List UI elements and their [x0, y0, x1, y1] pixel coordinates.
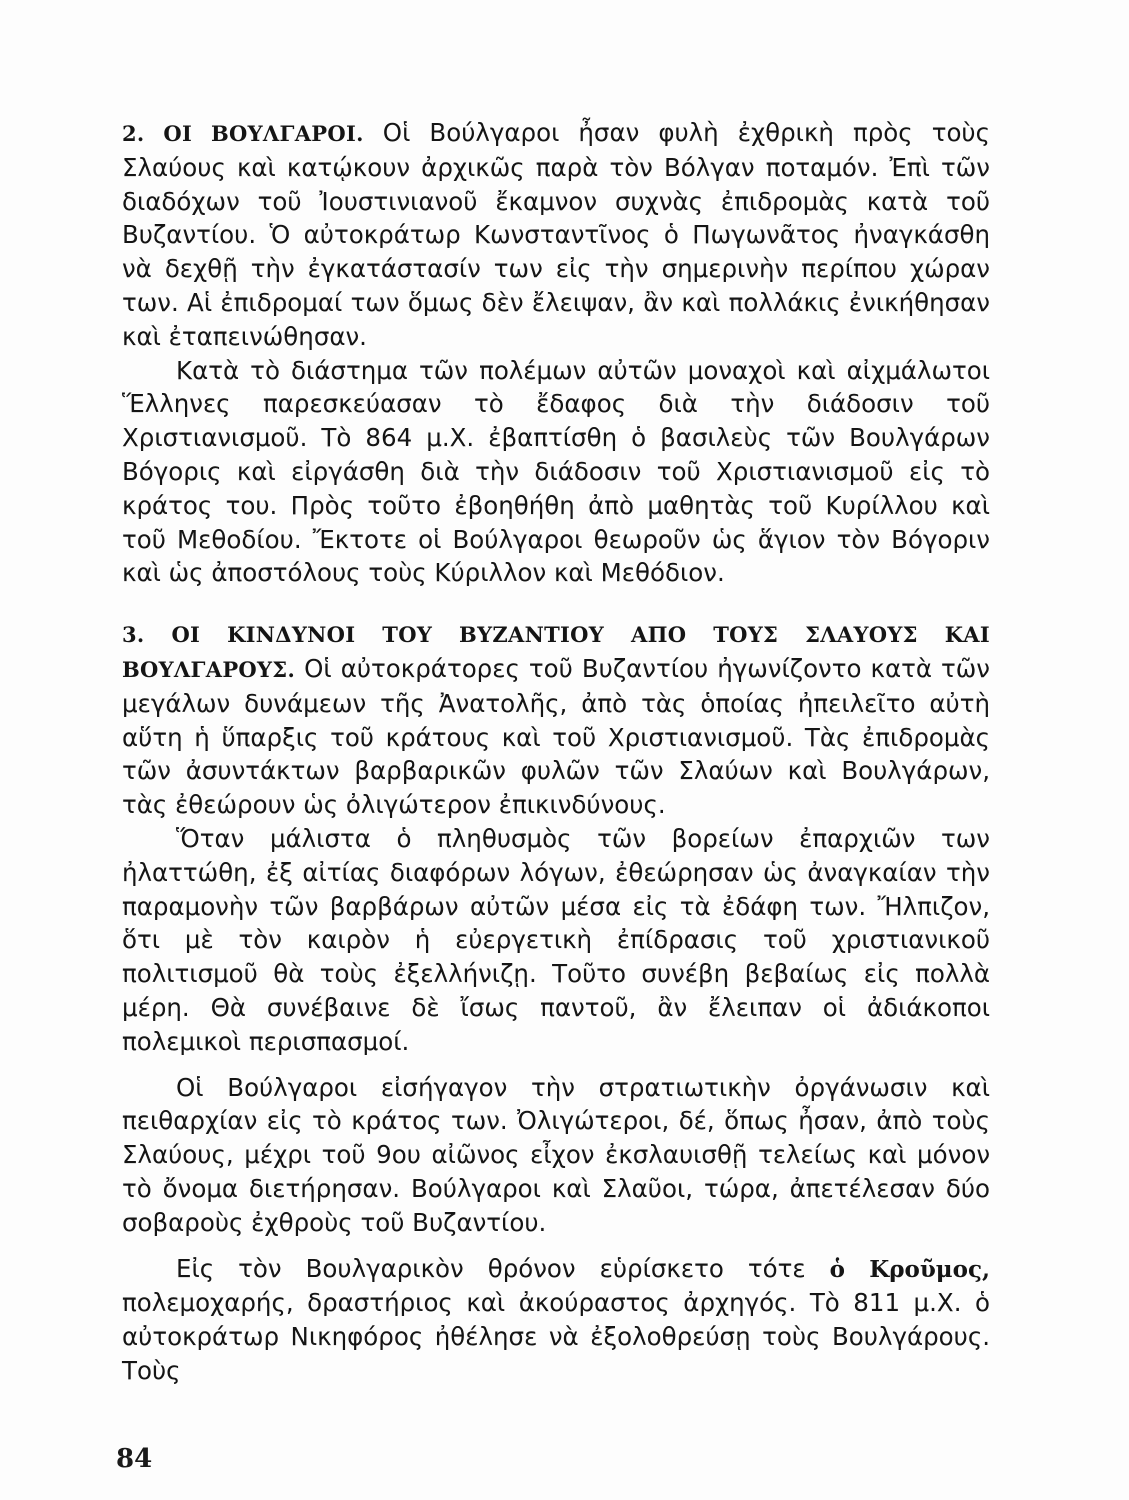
- page-body: [122, 116, 990, 1388]
- section-3-paragraph-2: [122, 822, 990, 1059]
- section-3-text-4a: Εἰς τὸν Βουλγαρικὸν θρόνον εὑρίσκετο τότε: [176, 1253, 806, 1283]
- section-3-text-2: Ὅταν μάλιστα ὁ πληθυσμὸς τῶν βορείων ἐπαρχιῶν των ἠλαττώθη, ἐξ αἰτίας διαφόρων λόγων, ἐθεώρησαν ὡς ἀναγκαίαν τὴν παραμονὴν τῶν βαρβάρων αὐτῶν μέσα εἰς τὰ ἐδάφη των. Ἤλπιζον, ὅτι μὲ τὸν καιρὸν ἡ εὐεργετικὴ ἐπίδρασις τοῦ χριστιανικοῦ πολιτισμοῦ θὰ τοὺς ἐξελλήνιζῃ. Τοῦτο συνέβη βεβαίως εἰς πολλὰ μέρη. Θὰ συνέβαινε δὲ ἴσως παντοῦ, ἂν ἔλειπαν οἱ ἀδιάκοποι πολεμικοὶ περισπασμοί.: [122, 823, 990, 1056]
- section-3-paragraph-1: [122, 617, 990, 822]
- section-2-heading: 2. ΟΙ ΒΟΥΛΓΑΡΟΙ.: [122, 121, 364, 146]
- section-3-text-1: Οἱ αὐτοκράτορες τοῦ Βυζαντίου ἠγωνίζοντο κατὰ τῶν μεγάλων δυνάμεων τῆς Ἀνατολῆς, ἀπὸ τὰς ὁποίας ἠπειλεῖτο αὐτὴ αὕτη ἡ ὕπαρξις τοῦ κράτους καὶ τοῦ Χριστιανισμοῦ. Τὰς ἐπιδρομὰς τῶν ἀσυντάκτων βαρβαρικῶν φυλῶν τῶν Σλαύων καὶ Βουλγάρων, τὰς ἐθεώρουν ὡς ὀλιγώτερον ἐπικινδύνους.: [122, 653, 990, 820]
- page-number: 84: [116, 1444, 153, 1474]
- section-3-text-4b: πολεμοχαρής, δραστήριος καὶ ἀκούραστος ἀρχηγός. Τὸ 811 μ.Χ. ὁ αὐτοκράτωρ Νικηφόρος ἠθέλησε νὰ ἐξολοθρεύσῃ τοὺς Βουλγάρους. Τοὺς: [122, 1288, 990, 1385]
- section-3-text-3: Οἱ Βούλγαροι εἰσήγαγον τὴν στρατιωτικὴν ὀργάνωσιν καὶ πειθαρχίαν εἰς τὸ κράτος των. Ὀλιγώτεροι, δέ, ὅπως ἦσαν, ἀπὸ τοὺς Σλαύους, μέχρι τοῦ 9ου αἰῶνος εἶχον ἐκσλαυισθῇ τελείως καὶ μόνον τὸ ὄνομα διετήρησαν. Βούλγαροι καὶ Σλαῦοι, τώρα, ἀπετέλεσαν δύο σοβαροὺς ἐχθροὺς τοῦ Βυζαντίου.: [122, 1072, 990, 1237]
- krum-name: ὁ Κροῦμος,: [829, 1255, 990, 1283]
- section-2-paragraph-2: [122, 354, 990, 591]
- section-3-heading: 3. ΟΙ ΚΙΝΔΥΝΟΙ ΤΟΥ ΒΥΖΑΝΤΙΟΥ ΑΠΟ ΤΟΥΣ ΣΛΑΥΟΥΣ ΚΑΙ ΒΟΥΛΓΑΡΟΥΣ.: [122, 622, 990, 682]
- section-2-paragraph-1: [122, 116, 990, 354]
- section-2-text-2: Κατὰ τὸ διάστημα τῶν πολέμων αὐτῶν μοναχοὶ καὶ αἰχμάλωτοι Ἕλληνες παρεσκεύασαν τὸ ἔδαφος διὰ τὴν διάδοσιν τοῦ Χριστιανισμοῦ. Τὸ 864 μ.Χ. ἐβαπτίσθη ὁ βασιλεὺς τῶν Βουλγάρων Βόγορις καὶ εἰργάσθη διὰ τὴν διάδοσιν τοῦ Χριστιανισμοῦ εἰς τὸ κράτος του. Πρὸς τοῦτο ἐβοηθήθη ἀπὸ μαθητὰς τοῦ Κυρίλλου καὶ τοῦ Μεθοδίου. Ἔκτοτε οἱ Βούλγαροι θεωροῦν ὡς ἅγιον τὸν Βόγοριν καὶ ὡς ἀποστόλους τοὺς Κύριλλον καὶ Μεθόδιον.: [122, 355, 990, 588]
- section-3-paragraph-3: [122, 1071, 990, 1240]
- section-2-text-1: Οἱ Βούλγαροι ἦσαν φυλὴ ἐχθρικὴ πρὸς τοὺς Σλαύους καὶ κατῴκουν ἀρχικῶς παρὰ τὸν Βόλγαν ποταμόν. Ἐπὶ τῶν διαδόχων τοῦ Ἰουστινιανοῦ ἔκαμνον συχνὰς ἐπιδρομὰς κατὰ τοῦ Βυζαντίου. Ὁ αὐτοκράτωρ Κωνσταντῖνος ὁ Πωγωνᾶτος ἠναγκάσθη νὰ δεχθῇ τὴν ἐγκατάστασίν των εἰς τὴν σημερινὴν περίπου χώραν των. Αἱ ἐπιδρομαί των ὅμως δὲν ἔλειψαν, ἂν καὶ πολλάκις ἐνικήθησαν καὶ ἐταπεινώθησαν.: [122, 118, 990, 351]
- section-3-paragraph-4: [122, 1252, 990, 1388]
